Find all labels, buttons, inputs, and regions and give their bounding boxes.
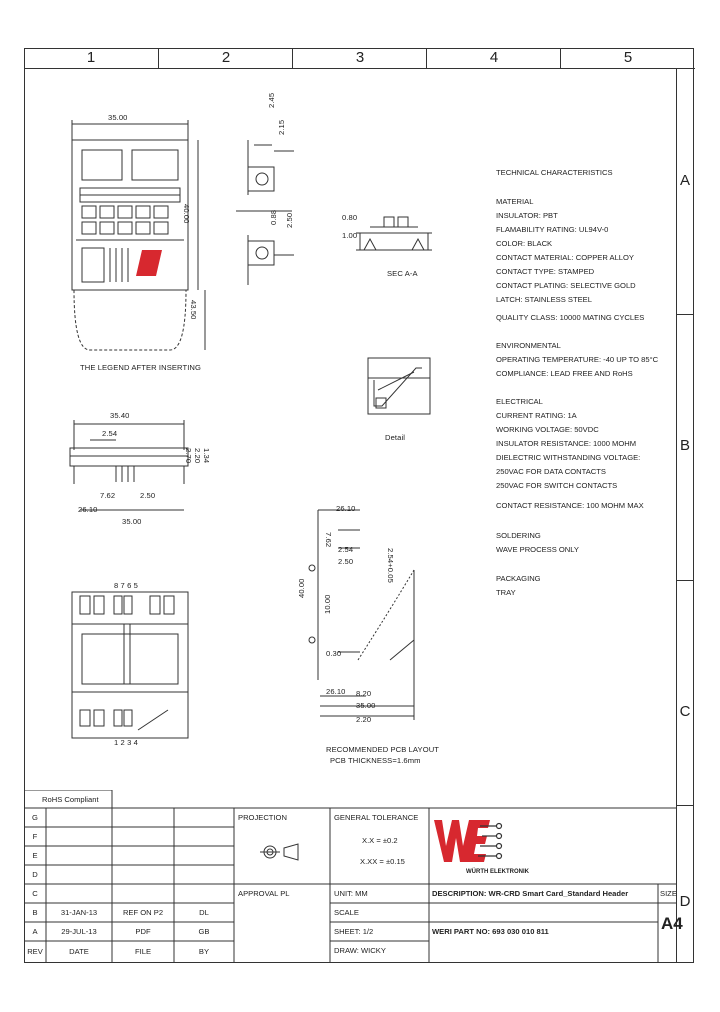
detail-view-drawing — [360, 350, 440, 420]
dim-pcb-c: 2.50 — [338, 557, 354, 566]
layout-note-line1: RECOMMENDED PCB LAYOUT — [326, 745, 440, 754]
dim-side-b: 2.15 — [277, 119, 286, 135]
column-header-5: 5 — [560, 48, 695, 69]
top-view-drawing — [60, 110, 220, 370]
row-header-c: C — [679, 703, 691, 720]
column-header-4: 4 — [426, 48, 561, 69]
rev-header-by: BY — [198, 947, 210, 956]
technical-title: TECHNICAL CHARACTERISTICS — [496, 168, 613, 177]
dim-pcb-l: 2.20 — [356, 715, 372, 724]
description-text: DESCRIPTION: WR-CRD Smart Card_Standard Header — [432, 889, 629, 898]
dim-front-right: 2.50 — [140, 491, 156, 500]
wurth-logo — [432, 816, 504, 868]
dim-side-c: 0.88 — [269, 209, 278, 225]
tolerance-xx: X.XX = ±0.15 — [360, 857, 405, 866]
electrical-line: 250VAC FOR DATA CONTACTS — [496, 467, 606, 476]
rohs-label: RoHS Compliant — [42, 795, 99, 804]
dim-pcb-j: 35.00 — [356, 701, 376, 710]
electrical-line: INSULATOR RESISTANCE: 1000 MOHM — [496, 439, 637, 448]
packaging-title: PACKAGING — [496, 574, 541, 583]
dim-ext-height: 43.50 — [189, 300, 198, 320]
dim-side-a: 2.45 — [267, 92, 276, 108]
rev-row-letter: G — [32, 813, 38, 822]
column-header-1: 1 — [24, 48, 158, 69]
dim-sec-a: 0.80 — [342, 213, 358, 222]
rev-row-letter: F — [32, 832, 38, 841]
row-separator — [676, 580, 694, 581]
material-line: CONTACT TYPE: STAMPED — [496, 267, 595, 276]
dim-front-pitch-b: 7.62 — [100, 491, 116, 500]
dim-front-h1: 2.70 — [184, 448, 193, 464]
dim-pcb-g: 0.30 — [326, 649, 342, 658]
general-tolerance-label: GENERAL TOLERANCE — [334, 813, 419, 822]
row-header-a: A — [679, 172, 690, 189]
electrical-line: CURRENT RATING: 1A — [496, 411, 577, 420]
rev-header-date: DATE — [69, 947, 89, 956]
approval-label: APPROVAL PL — [238, 889, 290, 898]
material-title: MATERIAL — [496, 197, 534, 206]
dim-top-height: 40.00 — [182, 204, 191, 224]
soldering-line: WAVE PROCESS ONLY — [496, 545, 579, 554]
row-separator — [676, 314, 694, 315]
material-line: FLAMABILITY RATING: UL94V-0 — [496, 225, 609, 234]
section-label: SEC A-A — [387, 269, 418, 278]
rev-row-file: REF ON P2 — [122, 908, 164, 917]
rev-row-date: 29-JUL-13 — [61, 927, 97, 936]
dim-pcb-b: 2.54 — [338, 545, 354, 554]
rev-row-letter: B — [32, 908, 38, 917]
bottom-view-drawing — [60, 580, 220, 750]
dim-pcb-h: 26.10 — [326, 687, 346, 696]
dim-front-left: 26.10 — [78, 505, 98, 514]
material-line: COLOR: BLACK — [496, 239, 553, 248]
electrical-line: CONTACT RESISTANCE: 100 MOHM MAX — [496, 501, 644, 510]
dim-pcb-e: 40.00 — [297, 578, 306, 598]
part-number-text: WERI PART NO: 693 030 010 811 — [432, 927, 549, 936]
environmental-line: OPERATING TEMPERATURE: -40 UP TO 85°C — [496, 355, 659, 364]
dim-pcb-a: 26.10 — [336, 504, 356, 513]
rev-row-letter: A — [32, 927, 38, 936]
size-value: A4 — [661, 914, 683, 933]
top-view-note: THE LEGEND AFTER INSERTING — [80, 363, 202, 372]
dim-front-pitch-a: 2.54 — [102, 429, 118, 438]
row-header-b: B — [679, 437, 690, 454]
dim-pcb-f: 10.00 — [323, 594, 332, 614]
draw-label: DRAW: WICKY — [334, 946, 386, 955]
dim-front-width: 35.40 — [110, 411, 130, 420]
material-line: INSULATOR: PBT — [496, 211, 558, 220]
unit-label: UNIT: MM — [334, 889, 368, 898]
rev-header-file: FILE — [134, 947, 152, 956]
size-label: SIZE — [660, 889, 677, 898]
quality-line: QUALITY CLASS: 10000 MATING CYCLES — [496, 313, 645, 322]
side-view-drawing — [232, 105, 302, 295]
electrical-line: DIELECTRIC WITHSTANDING VOLTAGE: — [496, 453, 641, 462]
electrical-line: 250VAC FOR SWITCH CONTACTS — [496, 481, 618, 490]
environmental-title: ENVIRONMENTAL — [496, 341, 561, 350]
column-header-2: 2 — [158, 48, 293, 69]
rev-row-by: DL — [199, 908, 209, 917]
projection-label: PROJECTION — [238, 813, 287, 822]
rev-row-by: GB — [198, 927, 210, 936]
projection-symbol-icon — [258, 838, 308, 866]
dim-front-h2: 2.20 — [193, 448, 202, 464]
material-line: CONTACT MATERIAL: COPPER ALLOY — [496, 253, 634, 262]
pin-numbers-bottom: 1 2 3 4 — [114, 738, 138, 747]
dim-sec-b: 1.00 — [342, 231, 358, 240]
rev-row-letter: E — [32, 851, 38, 860]
electrical-line: WORKING VOLTAGE: 50VDC — [496, 425, 599, 434]
dim-top-width: 35.00 — [108, 113, 128, 122]
dim-pcb-m: 2.54+0.05 — [386, 548, 395, 583]
packaging-line: TRAY — [496, 588, 516, 597]
rev-row-file: PDF — [135, 927, 151, 936]
material-line: CONTACT PLATING: SELECTIVE GOLD — [496, 281, 636, 290]
layout-note-line2: PCB THICKNESS=1.6mm — [330, 756, 421, 765]
column-header-3: 3 — [292, 48, 427, 69]
dim-pcb-d: 7.62 — [324, 532, 333, 548]
dim-side-h: 2.50 — [285, 212, 294, 228]
detail-label: Detail — [385, 433, 406, 442]
dim-pcb-k: 8.20 — [356, 689, 372, 698]
material-line: LATCH: STAINLESS STEEL — [496, 295, 592, 304]
sheet-label: SHEET: 1/2 — [334, 927, 374, 936]
rev-header-rev: REV — [27, 947, 43, 956]
environmental-line: COMPLIANCE: LEAD FREE AND RoHS — [496, 369, 633, 378]
dim-front-h3: 1.34 — [202, 448, 211, 464]
row-header-d: D — [679, 893, 691, 910]
pin-numbers-top: 8 7 6 5 — [114, 581, 138, 590]
scale-label: SCALE — [334, 908, 359, 917]
brand-name: WÜRTH ELEKTRONIK — [466, 869, 529, 875]
soldering-title: SOLDERING — [496, 531, 541, 540]
rev-row-letter: D — [32, 870, 38, 879]
dim-front-bottom: 35.00 — [122, 517, 142, 526]
electrical-title: ELECTRICAL — [496, 397, 543, 406]
tolerance-x: X.X = ±0.2 — [362, 836, 398, 845]
rev-row-date: 31-JAN-13 — [60, 908, 98, 917]
rev-row-letter: C — [32, 889, 38, 898]
